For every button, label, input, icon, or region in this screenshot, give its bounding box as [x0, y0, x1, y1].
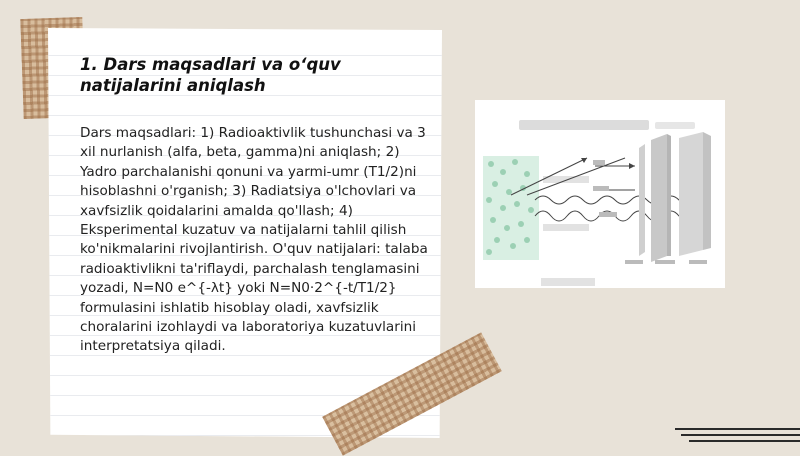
tiny-label-a — [593, 160, 605, 165]
tiny-label-c — [599, 212, 617, 217]
slide-body-text: Dars maqsadlari: 1) Radioaktivlik tushunchasi va 3 xil nurlanish (alfa, beta, gamma)ni aniqlash; 2) Yadro parchalanishi qonuni va yarmi-umr (T1/2)ni hisoblashni o'rganish; 3) Radiatsiya o'lchovlari va xavfsizlik qoidalarini amalda qo'llash; 4) Eksperimental kuzatuv va natijalarni tahlil qilish ko'nikmalarini rivojlantirish. O'quv natijalari: talaba radioaktivlikni ta'riflaydi, parchalash tenglamasini yozadi, N=N0 e^{-λt} yoki N=N0·2^{-t/T1/2} formulasini ishlatib hisoblay oladi, xavfsizlik choralarini izohlaydi va laboratoriya kuzatuvlarini interpretatsiya qiladi. — [80, 125, 428, 355]
blurred-heading — [519, 120, 649, 130]
blurred-label-1 — [543, 176, 589, 183]
barrier-label-1 — [625, 260, 643, 264]
paper-barrier — [639, 144, 645, 256]
barrier-label-3 — [689, 260, 707, 264]
blurred-label-3 — [541, 278, 595, 286]
blurred-label-2 — [543, 224, 589, 231]
blurred-heading-tail — [655, 122, 695, 129]
decorative-lines — [675, 424, 800, 444]
aluminium-barrier — [651, 134, 667, 262]
barrier-label-2 — [655, 260, 675, 264]
tiny-label-b — [593, 186, 609, 191]
radiation-penetration-illustration — [475, 100, 725, 288]
lead-barrier — [679, 132, 703, 256]
radiation-diagram — [475, 100, 725, 288]
slide-title: 1. Dars maqsadlari va o‘quv natijalarini aniqlash — [80, 55, 341, 95]
